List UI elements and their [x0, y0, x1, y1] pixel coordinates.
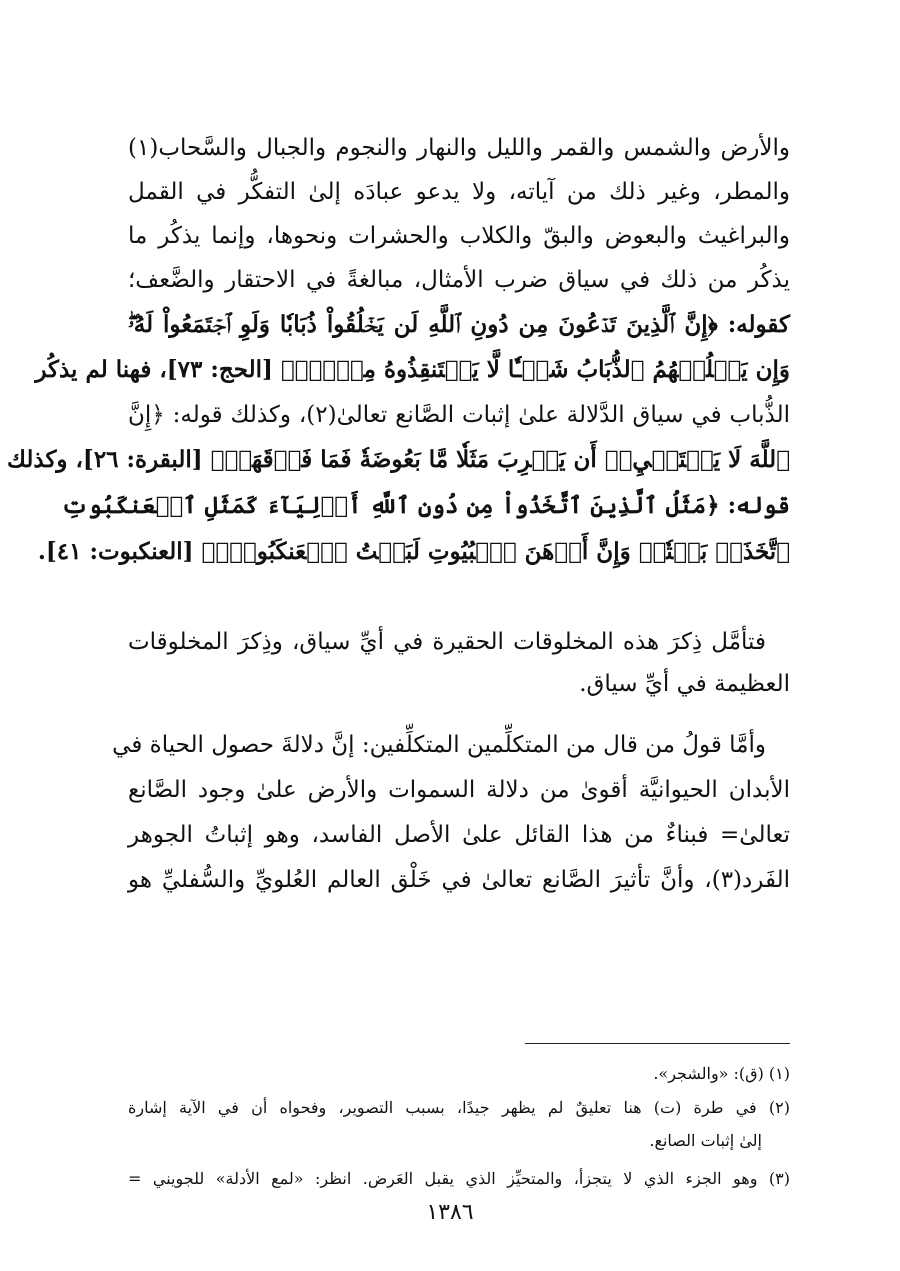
footnote: (٢) في طرة (ت) هنا تعليقٌ لم يظهر جيدًا، بسبب التصوير، وفحواه أن في الآية إشارة	[128, 1098, 790, 1117]
quran-line: ٱللَّهَ لَا يَسۡتَحۡيِۦٓ أَن يَضۡرِبَ مَثَلٗا مَّا بَعُوضَةٗ فَمَا فَوۡقَهَاۚ﴾ [البقرة: ٢٦]، وكذلك	[6, 446, 790, 473]
text-line: العظيمة في أيِّ سياق.	[579, 671, 790, 697]
text-line: الفَرد(٣)، وأنَّ تأثيرَ الصَّانع تعالىٰ في خَلْق العالم العُلويِّ والسُّفليِّ هو	[128, 867, 790, 893]
text-line: والبراغيث والبعوض والبقّ والكلاب والحشرات ونحوها، وإنما يذكُر ما	[128, 223, 790, 249]
footnote-divider	[525, 1043, 790, 1044]
text-line: الأبدان الحيوانيَّة أقوىٰ من دلالة السموات والأرض علىٰ وجود الصَّانع	[128, 777, 790, 803]
footnote: (١) (ق): «والشجر».	[653, 1064, 790, 1083]
text-line: فتأمَّل ذِكرَ هذه المخلوقات الحقيرة في أيِّ سياق، وذِكرَ المخلوقات	[128, 629, 766, 655]
text-line: والمطر، وغير ذلك من آياته، ولا يدعو عبادَه إلىٰ التفكُّر في القمل	[128, 179, 790, 205]
quran-line: ٱتَّخَذَتۡ بَيۡتٗاۖ وَإِنَّ أَوۡهَنَ ٱلۡبُيُوتِ لَبَيۡتُ ٱلۡعَنكَبُوتِۚ﴾ [العنكبوت: ٤١].	[37, 538, 790, 565]
quran-line: وَإِن يَسۡلُبۡهُمُ ٱلذُّبَابُ شَيۡـٔٗا لَّا يَسۡتَنقِذُوهُ مِنۡهُۚ﴾ [الحج: ٧٣]، فهنا لم يذكُر	[35, 356, 790, 383]
text-line: تعالىٰ= فبناءٌ من هذا القائل علىٰ الأصل الفاسد، وهو إثباتُ الجوهر	[128, 822, 790, 848]
text-line: والأرض والشمس والقمر والليل والنهار والنجوم والجبال والسَّحاب(١)	[128, 135, 790, 161]
text-line: يذكُر من ذلك في سياق ضرب الأمثال، مبالغةً في الاحتقار والضَّعف؛	[128, 267, 790, 293]
quran-line: قوله: ﴿مَثَلُ ٱلَّذِينَ ٱتَّخَذُواْ مِن دُونِ ٱللَّهِ أَوۡلِيَآءَ كَمَثَلِ ٱلۡعَنكَبُوتِ	[61, 492, 790, 519]
text-line: وأمَّا قولُ من قال من المتكلِّمين المتكلِّفين: إنَّ دلالةَ حصول الحياة في	[112, 732, 766, 758]
quran-line: كقوله: ﴿إِنَّ ٱلَّذِينَ تَدۡعُونَ مِن دُونِ ٱللَّهِ لَن يَخۡلُقُواْ ذُبَابٗا وَلَوِ ٱجۡتَمَعُواْ لَهُۥۖ	[128, 311, 790, 338]
footnote: (٣) وهو الجزء الذي لا يتجزأ، والمتحيِّز الذي يقبل العَرض. انظر: «لمع الأدلة» للجويني =	[128, 1169, 790, 1188]
footnote-continuation: إلىٰ إثبات الصانع.	[649, 1131, 762, 1150]
page-number: ١٣٨٦	[426, 1200, 474, 1225]
text-line: الذُّباب في سياق الدَّلالة علىٰ إثبات الصَّانع تعالىٰ(٢)، وكذلك قوله: ﴿إِنَّ	[128, 402, 790, 428]
